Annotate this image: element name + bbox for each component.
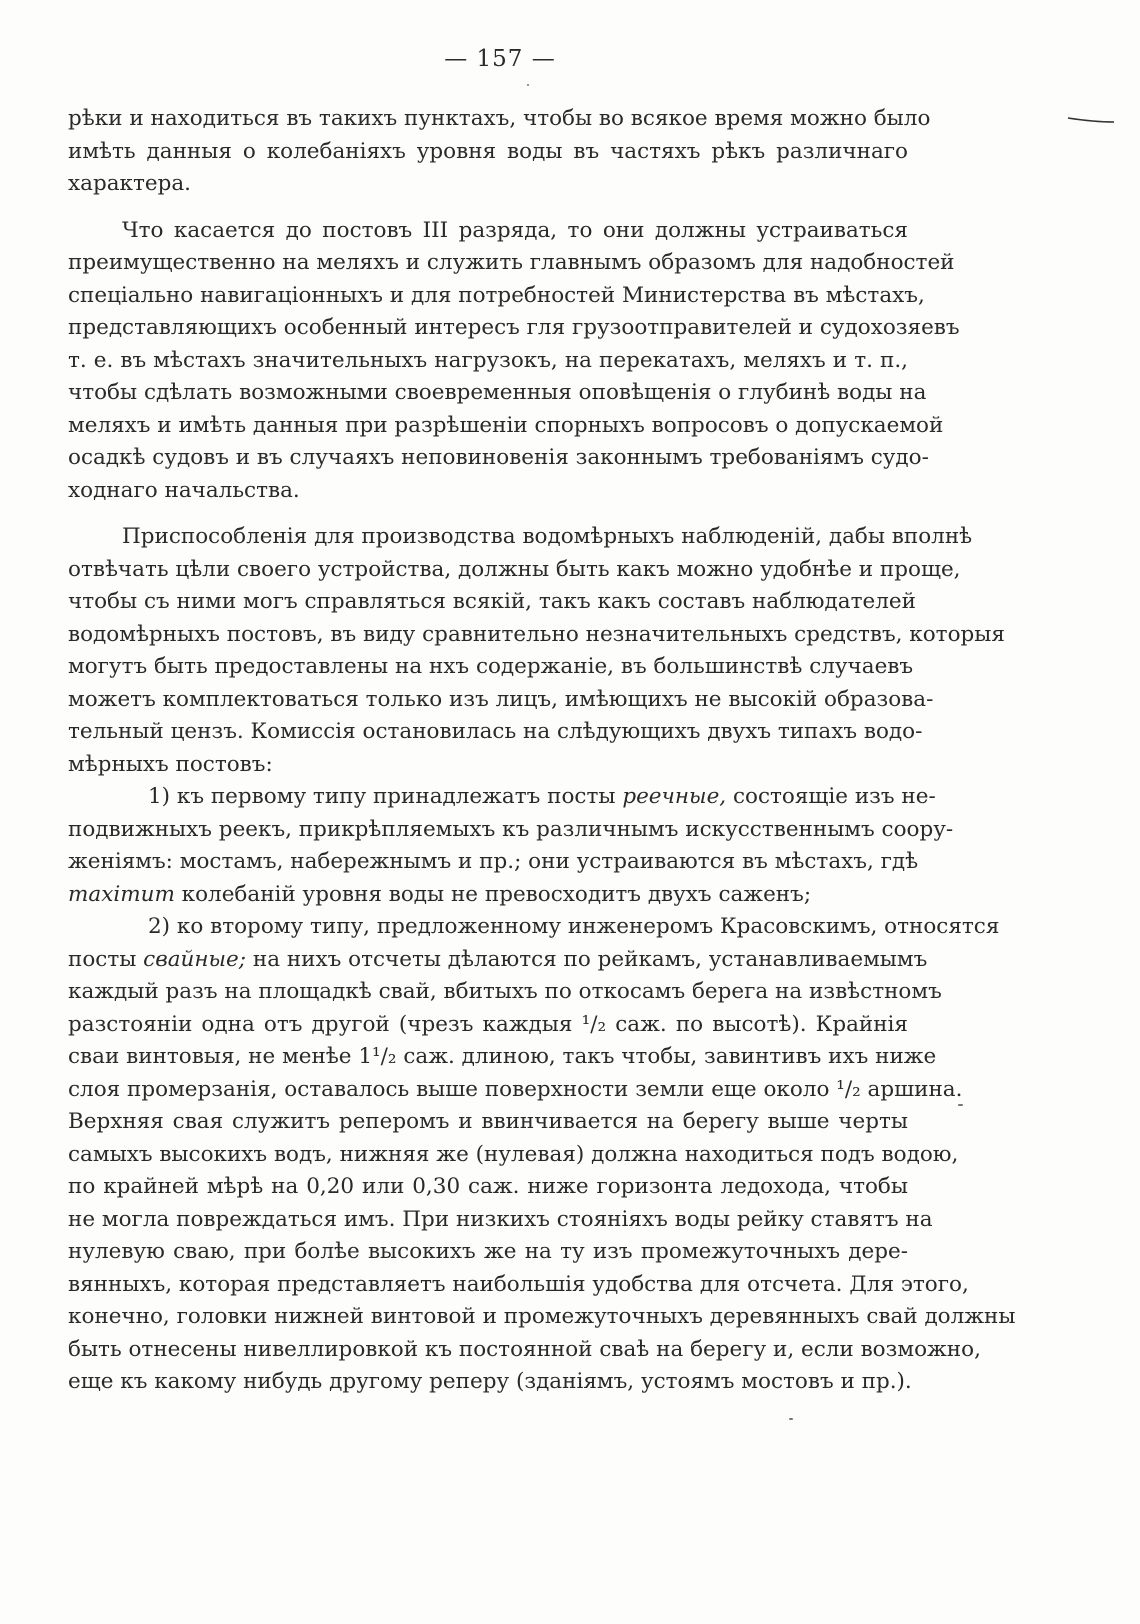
paragraph-gap [68,201,908,215]
text-line: быть отнесены нивеллировкой къ постоянной сваѣ на берегу и, если возможно, [68,1336,981,1362]
text-line: подвижныхъ реекъ, прикрѣпляемыхъ къ различнымъ искусственнымъ соору- [68,816,954,842]
text-line [68,879,908,912]
body-text [68,103,1016,1399]
page-speck [958,1104,963,1106]
text-line: Верхняя свая служитъ реперомъ и ввинчивается на берегу выше черты [68,1109,908,1134]
text-line: можетъ комплектоваться только изъ лицъ, имѣющихъ не высокій образова- [68,686,934,712]
page-speck [789,1418,793,1420]
text-line: т. е. въ мѣстахъ значительныхъ нагрузокъ, на перекатахъ, меляхъ и т. п., [68,347,908,373]
italic-term: maximum [68,881,175,907]
text-line: рѣки и находиться въ такихъ пунктахъ, чтобы во всякое время можно было [68,106,931,131]
text-line: чтобы съ ними могъ справляться всякій, такъ какъ составъ наблюдателей [68,589,916,614]
page-number: — 157 — [444,46,556,72]
text-line: спеціально навигаціонныхъ и для потребностей Министерства въ мѣстахъ, [68,282,925,308]
page-speck [527,84,529,86]
text-line: представляющихъ особенный интересъ гля грузоотправителей и судохозяевъ [68,315,960,340]
text-line: могутъ быть предоставлены на нхъ содержаніе, въ большинствѣ случаевъ [68,654,914,679]
text-run: посты [68,946,144,972]
text-line: каждый разъ на площадкѣ свай, вбитыхъ по откосамъ берега на извѣстномъ [68,979,942,1004]
text-run: на нихъ отсчеты дѣлаются по рейкамъ, устанавливаемымъ [246,946,928,972]
text-line: не могла повреждаться имъ. При низкихъ стояніяхъ воды рейку ставятъ на [68,1206,933,1232]
text-run: 1) къ первому типу принадлежатъ посты [148,784,623,809]
text-line [68,781,936,814]
text-line: чтобы сдѣлать возможными своевременныя оповѣщенія о глубинѣ воды на [68,380,927,405]
text-line: сваи винтовыя, не менѣе 1¹/₂ саж. длиною, такъ чтобы, завинтивъ ихъ ниже [68,1044,937,1069]
text-line: ходнаго начальства. [68,477,300,503]
text-line: отвѣчать цѣли своего устройства, должны быть какъ можно удобнѣе и проще, [68,556,961,582]
text-line: преимущественно на меляхъ и служить главнымъ образомъ для надобностей [68,250,955,275]
text-line: Что касается до постовъ III разряда, то они должны устраиваться [122,217,908,243]
text-line: осадкѣ судовъ и въ случаяхъ неповиновенія законнымъ требованіямъ судо- [68,445,929,470]
text-line: мѣрныхъ постовъ: [68,751,273,777]
italic-term: реечные, [622,784,727,809]
text-line: водомѣрныхъ постовъ, въ виду сравнительно незначительныхъ средствъ, которыя [68,621,1005,647]
italic-term: свайные; [143,946,247,972]
text-line [68,944,928,977]
margin-pencil-mark [1066,114,1116,126]
text-line: женіямъ: мостамъ, набережнымъ и пр.; они устраиваются въ мѣстахъ, гдѣ [68,849,919,874]
text-line: тельный цензъ. Комиссія остановилась на слѣдующихъ двухъ типахъ водо- [68,719,923,744]
text-line: еще къ какому нибудь другому реперу (зданіямъ, устоямъ мостовъ и пр.). [68,1369,912,1394]
text-line: вянныхъ, которая представляетъ наибольшія удобства для отсчета. Для этого, [68,1271,969,1297]
text-line: по крайней мѣрѣ на 0,20 или 0,30 саж. ниже горизонта ледохода, чтобы [68,1174,908,1199]
text-line: меляхъ и имѣть данныя при разрѣшеніи спорныхъ вопросовъ о допускаемой [68,412,944,438]
text-run: колебаній уровня воды не превосходитъ двухъ саженъ; [174,881,812,907]
paragraph-gap [68,507,908,521]
text-line: самыхъ высокихъ водъ, нижняя же (нулевая) должна находиться подъ водою, [68,1141,959,1167]
text-line: конечно, головки нижней винтовой и промежуточныхъ деревянныхъ свай должны [68,1304,1016,1329]
text-run: 2) ко второму типу, предложенному инженеромъ Красовскимъ, относятся [148,914,1000,939]
text-line: разстояніи одна отъ другой (чрезъ каждыя ¹/₂ саж. по высотѣ). Крайнія [68,1011,908,1037]
text-line: слоя промерзанія, оставалось выше поверхности земли еще около ¹/₂ аршина. [68,1076,963,1102]
text-line: нулевую сваю, при болѣе высокихъ же на ту изъ промежуточныхъ дере- [68,1239,908,1264]
text-line [68,911,1000,944]
text-line: Приспособленія для производства водомѣрныхъ наблюденій, дабы вполнѣ [122,524,973,549]
text-run: состоящіе изъ не- [726,784,936,809]
text-line: имѣть данныя о колебаніяхъ уровня воды въ частяхъ рѣкъ различнаго [68,138,908,164]
text-line: характера. [68,171,191,196]
